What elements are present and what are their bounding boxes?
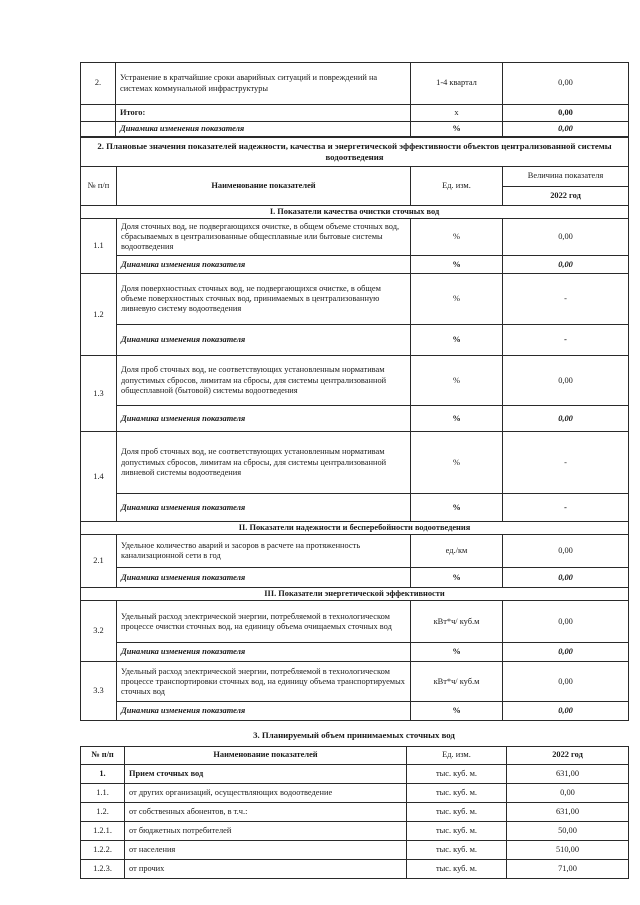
row-unit: тыс. куб. м. [407,841,507,860]
row-name: Прием сточных вод [125,765,407,784]
row-num: 1.2. [81,803,125,822]
table-row [81,765,629,784]
dynamics-value: 0,00 [503,406,629,432]
row-name: от населения [125,841,407,860]
table-row-dynamics [81,568,629,588]
section-title: 3. Планируемый объем принимаемых сточных вод [253,730,455,740]
dynamics-unit: % [411,643,503,662]
table-row [81,432,629,494]
dynamics-label: Динамика изменения показателя [117,702,411,721]
row-unit: тыс. куб. м. [407,765,507,784]
total-unit: х [411,105,503,122]
row-unit: ед./км [411,535,503,568]
table-row [81,860,629,879]
row-name: Доля проб сточных вод, не соответствующих установленным нормативам допустимых сбросов, лимитам на сбросы, для системы централизованной ливневой системы водоотведения [117,432,411,494]
dynamics-value: 0,00 [503,256,629,274]
dynamics-label: Динамика изменения показателя [117,325,411,356]
table-row-dynamics [81,494,629,522]
header-year: 2022 год [507,747,629,765]
table-row [81,535,629,568]
total-label: Итого: [116,105,411,122]
row-num: 1. [81,765,125,784]
row-name: Доля сточных вод, не подвергающихся очистке, в общем объеме сточных вод, сбрасываемых в централизованные общесплавные или бытовые системы водоотведения [117,219,411,256]
table-row-total [81,105,629,122]
table-header-row [81,747,629,765]
row-value: 0,00 [507,784,629,803]
header-year: 2022 год [503,187,629,206]
dynamics-value: 0,00 [503,568,629,588]
table-indicators [80,136,629,721]
row-num: 1.1 [81,219,117,274]
row-unit: 1-4 квартал [411,63,503,105]
row-num: 2. [81,63,116,105]
dynamics-value: 0,00 [503,643,629,662]
table-row-dynamics [81,643,629,662]
row-value: 0,00 [503,219,629,256]
table-row [81,63,629,105]
row-name: Удельный расход электрической энергии, потребляемой в технологическом процессе очистки сточных вод, на единицу объема очищаемых сточных вод [117,601,411,643]
row-value: 71,00 [507,860,629,879]
row-unit: % [411,274,503,325]
row-unit: кВт*ч/ куб.м [411,601,503,643]
row-name: Доля проб сточных вод, не соответствующих установленным нормативам допустимых сбросов, лимитам на сбросы, для системы централизованной общесплавной (бытовой) системы водоотведения [117,356,411,406]
dynamics-unit: % [411,494,503,522]
table-volume [80,746,629,879]
row-num: 1.2.1. [81,822,125,841]
header-name: Наименование показателей [117,167,411,206]
row-num: 1.4 [81,432,117,522]
row-unit: % [411,219,503,256]
row-name: Удельный расход электрической энергии, потребляемой в технологическом процессе транспортировки сточных вод, на единицу объема транспортируемых сточных вод [117,662,411,702]
row-num: 1.3 [81,356,117,432]
table-header-row [81,167,629,187]
dynamics-value: 0,00 [503,702,629,721]
dynamics-value: - [503,494,629,522]
row-value: 0,00 [503,662,629,702]
table-row-dynamics [81,406,629,432]
dynamics-label: Динамика изменения показателя [117,643,411,662]
header-num: № п/п [81,167,117,206]
header-name: Наименование показателей [125,747,407,765]
dynamics-unit: % [411,325,503,356]
row-name: от прочих [125,860,407,879]
row-unit: тыс. куб. м. [407,784,507,803]
row-unit: % [411,432,503,494]
header-unit: Ед. изм. [411,167,503,206]
row-name: Удельное количество аварий и засоров в расчете на протяженность канализационной сети в год [117,535,411,568]
dynamics-unit: % [411,568,503,588]
row-name: Устранение в кратчайшие сроки аварийных ситуаций и повреждений на системах коммунальной инфраструктуры [116,63,411,105]
table-row [81,219,629,256]
row-name: от бюджетных потребителей [125,822,407,841]
row-num: 2.1 [81,535,117,588]
table-row-dynamics [81,256,629,274]
row-value: 0,00 [503,356,629,406]
table-row [81,841,629,860]
row-unit: тыс. куб. м. [407,860,507,879]
row-num: 1.2.2. [81,841,125,860]
row-num: 1.1. [81,784,125,803]
table-row [81,822,629,841]
section-heading: II. Показатели надежности и бесперебойности водоотведения [81,522,629,535]
dynamics-unit: % [411,122,503,138]
section-row [81,206,629,219]
row-num: 1.2 [81,274,117,356]
header-unit: Ед. изм. [407,747,507,765]
row-unit: кВт*ч/ куб.м [411,662,503,702]
table-row [81,662,629,702]
dynamics-unit: % [411,256,503,274]
dynamics-value: 0,00 [503,122,629,138]
header-value: Величина показателя [503,167,629,187]
dynamics-unit: % [411,702,503,721]
row-name: Доля поверхностных сточных вод, не подвергающихся очистке, в общем объеме поверхностных сточных вод, принимаемых в централизованную ливневую систему водоотведения [117,274,411,325]
table-row-dynamics [81,325,629,356]
row-unit: тыс. куб. м. [407,822,507,841]
table-row [81,803,629,822]
table-row [81,356,629,406]
row-value: 50,00 [507,822,629,841]
dynamics-label: Динамика изменения показателя [117,494,411,522]
row-value: 0,00 [503,63,629,105]
row-value: - [503,432,629,494]
table-row-dynamics [81,702,629,721]
row-name: от других организаций, осуществляющих водоотведение [125,784,407,803]
row-num: 3.2 [81,601,117,662]
row-num: 1.2.3. [81,860,125,879]
table-row [81,784,629,803]
row-value: - [503,274,629,325]
row-value: 510,00 [507,841,629,860]
row-num: 3.3 [81,662,117,721]
row-value: 0,00 [503,535,629,568]
header-num: № п/п [81,747,125,765]
table-title-row [81,137,629,167]
dynamics-value: - [503,325,629,356]
table-measures [80,62,629,138]
row-unit: % [411,356,503,406]
dynamics-label: Динамика изменения показателя [116,122,411,138]
total-value: 0,00 [503,105,629,122]
dynamics-label: Динамика изменения показателя [117,256,411,274]
dynamics-label: Динамика изменения показателя [117,568,411,588]
section-title: 2. Плановые значения показателей надежности, качества и энергетической эффективности объектов централизованной системы водоотведения [81,137,629,167]
table-row [81,601,629,643]
row-value: 631,00 [507,803,629,822]
table-row [81,274,629,325]
section-row [81,588,629,601]
row-value: 631,00 [507,765,629,784]
row-unit: тыс. куб. м. [407,803,507,822]
section-heading: III. Показатели энергетической эффективности [81,588,629,601]
section-heading: I. Показатели качества очистки сточных вод [81,206,629,219]
section-row [81,522,629,535]
dynamics-label: Динамика изменения показателя [117,406,411,432]
row-value: 0,00 [503,601,629,643]
row-name: от собственных абонентов, в т.ч.: [125,803,407,822]
dynamics-unit: % [411,406,503,432]
